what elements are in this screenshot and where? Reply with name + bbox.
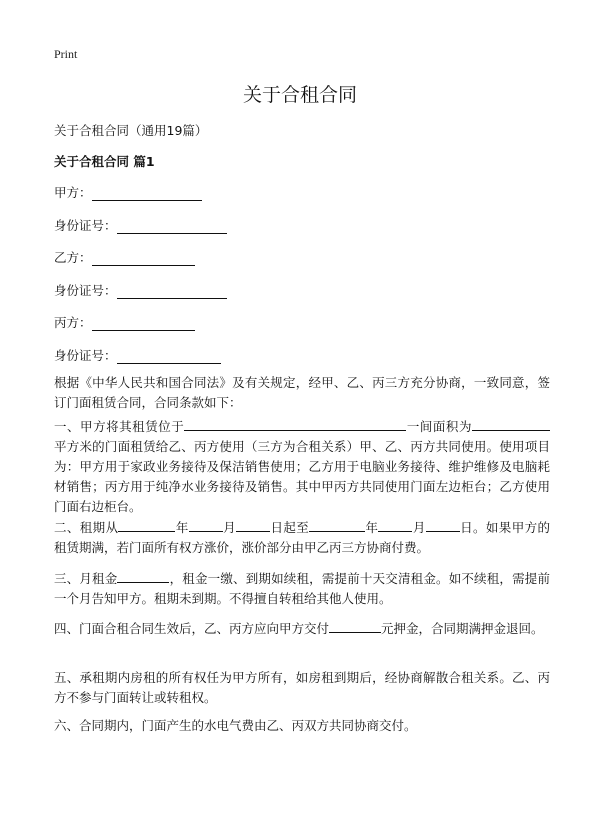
blank-line xyxy=(117,570,169,583)
clause-text: 一间面积为 xyxy=(406,419,472,434)
clause-1 xyxy=(54,417,550,517)
clause-text: 年 xyxy=(175,520,189,535)
blank-line xyxy=(92,317,195,331)
field-label: 丙方： xyxy=(54,315,92,330)
section-title: 关于合租合同 篇1 xyxy=(54,154,155,169)
blank-line xyxy=(329,620,381,633)
document-title: 关于合租合同 xyxy=(242,84,357,106)
clause-2 xyxy=(54,518,550,558)
party-b-id-field xyxy=(54,281,227,299)
clause-text: 日。如果甲方的租赁期满，若门面所有权方涨价，涨价部分由甲乙丙三方协商付费。 xyxy=(54,520,550,555)
field-label: 身份证号： xyxy=(54,348,117,363)
party-b-field xyxy=(54,248,195,266)
party-c-id-field xyxy=(54,346,221,364)
intro-paragraph: 根据《中华人民共和国合同法》及有关规定，经甲、乙、丙三方充分协商，一致同意，签订门面租赁合同，合同条款如下： xyxy=(54,375,550,410)
blank-line xyxy=(117,350,221,364)
blank-line xyxy=(184,418,406,431)
party-a-id-field xyxy=(54,216,227,234)
clause-text: 月 xyxy=(412,520,426,535)
clause-text: 平方米的门面租赁给乙、丙方使用（三方为合租关系）甲、乙、丙方共同使用。使用项目为：甲方用于家政业务接待及保洁销售使用；乙方用于电脑业务接待、维护维修及电脑耗材销售；丙方用于纯净水业务接待及销售。其中甲丙方共同使用门面左边柜台；乙方使用门面右边柜台。 xyxy=(54,439,550,514)
clause-text: 元押金，合同期满押金退回。 xyxy=(381,621,544,636)
clause-5: 五、承租期内房租的所有权任为甲方所有，如房租到期后，经协商解散合租关系。乙、丙方不参与门面转让或转租权。 xyxy=(54,670,550,705)
blank-line xyxy=(309,519,365,532)
blank-line xyxy=(92,252,195,266)
clause-4 xyxy=(54,619,550,639)
clause-text: 一、甲方将其租赁位于 xyxy=(54,419,185,434)
field-label: 乙方： xyxy=(54,250,92,265)
blank-line xyxy=(472,418,550,431)
clause-6: 六、合同期内，门面产生的水电气费由乙、丙双方共同协商交付。 xyxy=(54,718,417,733)
blank-line xyxy=(117,285,227,299)
clause-text: 日起至 xyxy=(270,520,310,535)
field-label: 身份证号： xyxy=(54,218,117,233)
clause-text: 月 xyxy=(222,520,237,535)
clause-text: 二、租期从 xyxy=(54,520,119,535)
field-label: 身份证号： xyxy=(54,283,117,298)
blank-line xyxy=(378,519,412,532)
blank-line xyxy=(189,519,223,532)
clause-text: 三、月租金 xyxy=(54,571,118,586)
party-c-field xyxy=(54,313,195,331)
clause-text: 年 xyxy=(365,520,379,535)
party-a-field xyxy=(54,183,202,201)
clause-text: 四、门面合租合同生效后，乙、丙方应向甲方交付 xyxy=(54,621,330,636)
field-label: 甲方： xyxy=(54,185,92,200)
clause-text: ，租金一缴、到期如续租，需提前十天交清租金。如不续租，需提前一个月告知甲方。租期未到期。不得擅自转租给其他人使用。 xyxy=(54,571,550,606)
blank-line xyxy=(426,519,460,532)
blank-line xyxy=(92,187,202,201)
blank-line xyxy=(117,220,227,234)
document-subtitle: 关于合租合同（通用19篇） xyxy=(54,123,208,138)
blank-line xyxy=(236,519,270,532)
print-label: Print xyxy=(54,47,78,61)
blank-line xyxy=(118,519,175,532)
clause-3 xyxy=(54,569,550,609)
